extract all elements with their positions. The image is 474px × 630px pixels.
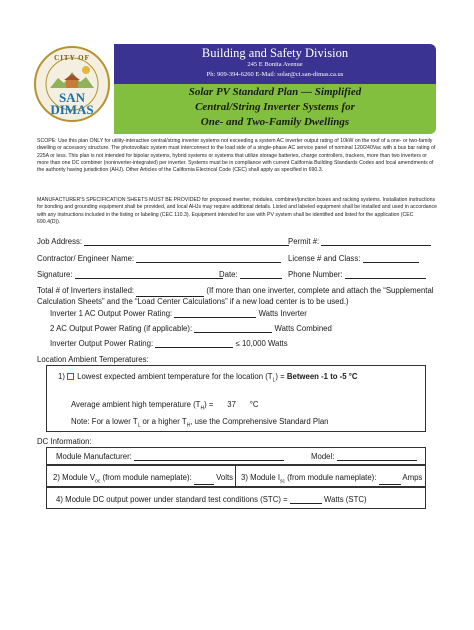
inverter1-label: Inverter 1 AC Output Power Rating: bbox=[50, 309, 173, 318]
module-voc-sub: oc bbox=[95, 478, 101, 485]
permit-row bbox=[288, 237, 431, 246]
division-address: 245 E Bonita Avenue bbox=[247, 61, 303, 68]
scope-paragraph: SCOPE: Use this plan ONLY for utility-interactive central/string inverter systems not exceeding a system AC inverter output rating of 10kW on the roof of a one- or two-family dwelling or accessory structure. The photovoltaic system must interconnect to the load side of a single-phase AC service panel of nominal 120/240Vac with a bus bar rating of 225A or less. This plan is not intended for bipolar systems, hybrid systems or systems that utilize storage batteries, charge controllers, trackers, more than two inverters or more than one DC combiner (noninverter-integrated) per inverter. Systems must be in compliance with current California Building Standards Codes and local amendments of the authority having jurisdiction (AHJ). Other Articles of the California Electrical Code (CEC) shall apply as specified in 690.3. bbox=[37, 138, 436, 174]
permit-label: Permit #: bbox=[288, 237, 320, 246]
temp-note-a: Note: For a lower T bbox=[71, 417, 138, 426]
lowest-temp-row bbox=[58, 372, 358, 384]
item-number: 1) bbox=[58, 372, 65, 381]
date-row bbox=[219, 270, 282, 279]
signature-field[interactable] bbox=[75, 270, 223, 279]
seal-name-line2: DIMAS bbox=[50, 102, 94, 117]
license-label: License # and Class: bbox=[288, 254, 361, 263]
plan-title-line2: Central/String Inverter Systems for bbox=[195, 101, 355, 113]
avg-temp-row bbox=[71, 400, 259, 412]
plan-title-band bbox=[114, 84, 436, 134]
plan-title-line1: Solar PV Standard Plan — Simplified bbox=[188, 86, 362, 98]
inverter2-field[interactable] bbox=[194, 324, 272, 333]
lowest-temp-suffix: ) = bbox=[275, 372, 285, 381]
lowest-temp-label: Lowest expected ambient temperature for the location (T bbox=[77, 372, 273, 381]
signature-row bbox=[37, 270, 223, 279]
inverter1-row bbox=[50, 309, 307, 318]
city-seal-logo bbox=[34, 46, 110, 122]
seal-name bbox=[38, 92, 106, 116]
total-inverters-field[interactable] bbox=[136, 288, 204, 297]
temp-note-sub1: L bbox=[137, 422, 141, 429]
seal-name-line1: SAN bbox=[58, 90, 85, 105]
temp-note-row bbox=[71, 417, 329, 429]
permit-field[interactable] bbox=[321, 237, 431, 246]
module-isc-box bbox=[235, 465, 426, 487]
phone-field[interactable] bbox=[345, 270, 426, 279]
module-voc-label-b: (from module nameplate): bbox=[100, 473, 192, 482]
module-stc-row bbox=[56, 495, 367, 504]
license-field[interactable] bbox=[363, 254, 419, 263]
inverter-output-field[interactable] bbox=[155, 339, 233, 348]
dc-heading: DC Information: bbox=[37, 437, 92, 446]
module-stc-box bbox=[46, 487, 426, 509]
temp-note-sub2: H bbox=[186, 422, 191, 429]
manufacturer-note: MANUFACTURER'S SPECIFICATION SHEETS MUST BE PROVIDED for proposed inverter, modules, combiner/junction boxes and racking systems. Installation instructions for bonding and grounding equipment shall be provided, and local AHJs may require additional details. Listed and labeled equipment shall be installed and used in accordance with any instructions included in the listing or labeling (CEC 110.3). Equipment intended for use with PV system shall be identified and listed for the application (CEC 690.4(D)). bbox=[37, 197, 437, 225]
module-isc-label-a: 3) Module I bbox=[241, 473, 281, 482]
inverter-output-unit: ≤ 10,000 Watts bbox=[235, 339, 288, 348]
module-mfr-label: Module Manufacturer: bbox=[56, 452, 132, 461]
signature-label: Signature: bbox=[37, 270, 73, 279]
job-address-field[interactable] bbox=[84, 237, 289, 246]
temperatures-heading: Location Ambient Temperatures: bbox=[37, 355, 149, 364]
contractor-row bbox=[37, 254, 281, 263]
date-label: Date: bbox=[219, 270, 238, 279]
module-isc-field[interactable] bbox=[379, 476, 401, 485]
inverter1-unit: Watts Inverter bbox=[258, 309, 307, 318]
module-voc-label-a: 2) Module V bbox=[53, 473, 96, 482]
total-inverters-label: Total # of Inverters installed: bbox=[37, 286, 135, 295]
phone-row bbox=[288, 270, 426, 279]
module-voc-box bbox=[46, 465, 236, 487]
module-voc-unit: Volts bbox=[216, 473, 234, 482]
avg-temp-subscript: H bbox=[200, 405, 205, 412]
module-stc-label: 4) Module DC output power under standard test conditions (STC) = bbox=[56, 495, 288, 504]
module-stc-field[interactable] bbox=[290, 495, 322, 504]
inverter2-label: 2 AC Output Power Rating (if applicable): bbox=[50, 324, 193, 333]
module-stc-unit: Watts (STC) bbox=[324, 495, 367, 504]
module-isc-sub: sc bbox=[280, 478, 286, 485]
avg-temp-unit: °C bbox=[249, 400, 259, 409]
job-address-label: Job Address: bbox=[37, 237, 83, 246]
phone-label: Phone Number: bbox=[288, 270, 343, 279]
inverter-output-row bbox=[50, 339, 288, 348]
total-inverters-row bbox=[37, 286, 437, 307]
module-isc-row bbox=[241, 473, 422, 485]
inverter2-unit: Watts Combined bbox=[274, 324, 332, 333]
avg-temp-value: 37 bbox=[227, 400, 236, 409]
module-isc-label-b: (from module nameplate): bbox=[285, 473, 377, 482]
contractor-field[interactable] bbox=[136, 254, 281, 263]
total-inverters-note: (If more than one inverter, complete and attach the “Supplemental Calculation Sheets” and the “Load Center Calculations” if a new load center is to be used.) bbox=[37, 286, 434, 306]
avg-temp-label: Average ambient high temperature (T bbox=[71, 400, 201, 409]
temp-note-c: , use the Comprehensive Standard Plan bbox=[190, 417, 329, 426]
lowest-temp-value: Between -1 to -5 °C bbox=[286, 372, 358, 381]
temperature-box bbox=[46, 365, 426, 432]
inverter2-row bbox=[50, 324, 332, 333]
date-field[interactable] bbox=[240, 270, 282, 279]
inverter1-field[interactable] bbox=[174, 309, 256, 318]
model-field[interactable] bbox=[337, 452, 417, 461]
module-mfr-field[interactable] bbox=[134, 452, 284, 461]
division-contact: Ph: 909-394-6260 E-Mail: solar@ci.san-dimas.ca.us bbox=[206, 71, 344, 78]
division-band bbox=[114, 44, 436, 84]
job-address-row bbox=[37, 237, 289, 246]
module-voc-row bbox=[53, 473, 233, 485]
temp-note-b: or a higher T bbox=[140, 417, 187, 426]
contractor-label: Contractor/ Engineer Name: bbox=[37, 254, 135, 263]
module-mfr-box bbox=[46, 447, 426, 465]
module-mfr-row bbox=[56, 452, 284, 461]
license-row bbox=[288, 254, 419, 263]
module-isc-unit: Amps bbox=[402, 473, 423, 482]
model-row bbox=[311, 452, 417, 461]
lowest-temp-subscript: L bbox=[272, 377, 276, 384]
model-label: Model: bbox=[311, 452, 335, 461]
lowest-temp-checkbox[interactable] bbox=[67, 373, 74, 380]
inverter-output-label: Inverter Output Power Rating: bbox=[50, 339, 154, 348]
seal-top-text: CITY OF bbox=[54, 54, 90, 62]
avg-temp-suffix: ) = bbox=[204, 400, 214, 409]
module-voc-field[interactable] bbox=[194, 476, 214, 485]
division-title: Building and Safety Division bbox=[201, 46, 349, 60]
letterhead bbox=[34, 40, 424, 130]
plan-title-line3: One- and Two-Family Dwellings bbox=[200, 116, 350, 128]
